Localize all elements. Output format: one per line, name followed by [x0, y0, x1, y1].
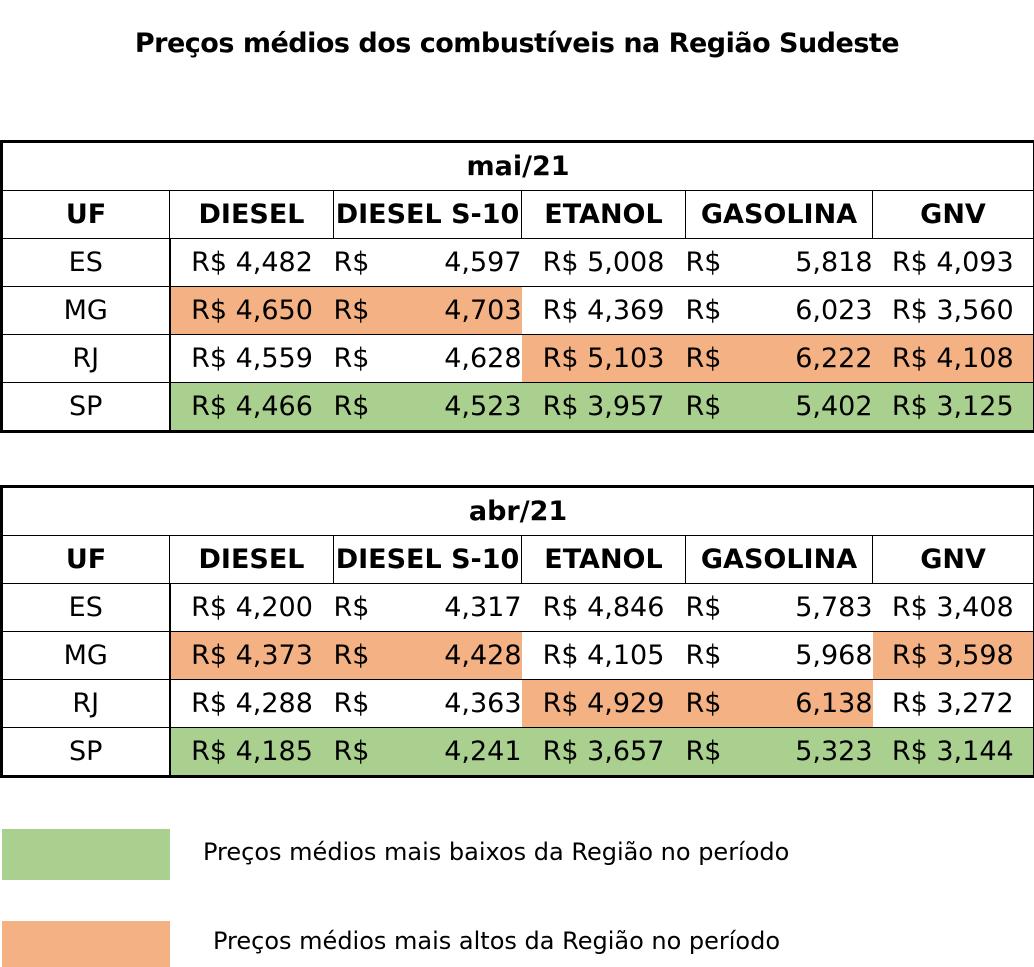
currency-label: R$ — [685, 391, 722, 422]
uf-cell: ES — [2, 584, 170, 632]
uf-cell: SP — [2, 728, 170, 777]
currency-label: R$ — [685, 247, 722, 278]
col-header-diesel-s10: DIESEL S-10 — [334, 191, 522, 239]
price-value: 4,628 — [444, 343, 522, 374]
table-row — [2, 584, 1034, 632]
legend-swatch-low — [2, 829, 170, 880]
diesel-cell: R$ 4,288 — [170, 680, 334, 728]
price-value: 6,138 — [795, 688, 873, 719]
table-row — [2, 383, 1034, 432]
page-title: Preços médios dos combustíveis na Região Sudeste — [134, 28, 900, 59]
price-value: 4,597 — [444, 247, 522, 278]
diesel-cell: R$ 4,185 — [170, 728, 334, 777]
col-header-uf: UF — [2, 536, 170, 584]
price-value: 4,703 — [444, 295, 522, 326]
gasolina-cell — [686, 584, 873, 632]
table-row — [2, 335, 1034, 383]
table-header-row — [2, 191, 1034, 239]
price-value: 5,968 — [795, 640, 873, 671]
col-header-etanol: ETANOL — [522, 191, 686, 239]
price-value: 6,023 — [795, 295, 873, 326]
currency-label: R$ — [333, 736, 370, 767]
currency-label: R$ — [333, 343, 370, 374]
table-row — [2, 680, 1034, 728]
price-value: 5,402 — [795, 391, 873, 422]
gasolina-cell — [686, 680, 873, 728]
price-value: 5,783 — [795, 592, 873, 623]
gnv-cell: R$ 3,408 — [873, 584, 1034, 632]
price-value: 4,428 — [444, 640, 522, 671]
etanol-cell: R$ 4,929 — [522, 680, 686, 728]
diesel-s10-cell — [334, 728, 522, 777]
diesel-s10-cell — [334, 584, 522, 632]
col-header-gasolina: GASOLINA — [686, 191, 873, 239]
gnv-cell: R$ 4,093 — [873, 239, 1034, 287]
gnv-cell: R$ 3,144 — [873, 728, 1034, 777]
table-row — [2, 728, 1034, 777]
col-header-etanol: ETANOL — [522, 536, 686, 584]
table-row — [2, 287, 1034, 335]
gasolina-cell — [686, 287, 873, 335]
diesel-s10-cell — [334, 335, 522, 383]
price-table-abr21 — [0, 485, 1034, 778]
diesel-s10-cell — [334, 632, 522, 680]
period-label: abr/21 — [2, 487, 1034, 536]
price-value: 4,523 — [444, 391, 522, 422]
currency-label: R$ — [685, 592, 722, 623]
table-row — [2, 632, 1034, 680]
currency-label: R$ — [333, 247, 370, 278]
price-value: 4,317 — [444, 592, 522, 623]
currency-label: R$ — [685, 736, 722, 767]
col-header-gnv: GNV — [873, 536, 1034, 584]
etanol-cell: R$ 5,103 — [522, 335, 686, 383]
col-header-gasolina: GASOLINA — [686, 536, 873, 584]
col-header-diesel: DIESEL — [170, 191, 334, 239]
diesel-s10-cell — [334, 383, 522, 432]
uf-cell: RJ — [2, 335, 170, 383]
price-value: 5,818 — [795, 247, 873, 278]
diesel-cell: R$ 4,200 — [170, 584, 334, 632]
currency-label: R$ — [685, 295, 722, 326]
gnv-cell: R$ 3,272 — [873, 680, 1034, 728]
uf-cell: ES — [2, 239, 170, 287]
gnv-cell: R$ 3,598 — [873, 632, 1034, 680]
diesel-cell: R$ 4,650 — [170, 287, 334, 335]
uf-cell: MG — [2, 632, 170, 680]
uf-cell: RJ — [2, 680, 170, 728]
gasolina-cell — [686, 632, 873, 680]
diesel-s10-cell — [334, 239, 522, 287]
currency-label: R$ — [333, 688, 370, 719]
col-header-gnv: GNV — [873, 191, 1034, 239]
gnv-cell: R$ 4,108 — [873, 335, 1034, 383]
price-value: 4,363 — [444, 688, 522, 719]
diesel-cell: R$ 4,466 — [170, 383, 334, 432]
price-value: 6,222 — [795, 343, 873, 374]
col-header-diesel-s10: DIESEL S-10 — [334, 536, 522, 584]
diesel-cell: R$ 4,373 — [170, 632, 334, 680]
etanol-cell: R$ 3,957 — [522, 383, 686, 432]
table-header-row — [2, 536, 1034, 584]
price-table-mai21 — [0, 140, 1034, 433]
diesel-s10-cell — [334, 287, 522, 335]
legend-label-high: Preços médios mais altos da Região no período — [213, 927, 781, 955]
etanol-cell: R$ 3,657 — [522, 728, 686, 777]
etanol-cell: R$ 4,846 — [522, 584, 686, 632]
currency-label: R$ — [685, 688, 722, 719]
gnv-cell: R$ 3,125 — [873, 383, 1034, 432]
col-header-diesel: DIESEL — [170, 536, 334, 584]
currency-label: R$ — [333, 640, 370, 671]
gasolina-cell — [686, 239, 873, 287]
gasolina-cell — [686, 728, 873, 777]
currency-label: R$ — [333, 592, 370, 623]
currency-label: R$ — [685, 640, 722, 671]
uf-cell: SP — [2, 383, 170, 432]
diesel-cell: R$ 4,482 — [170, 239, 334, 287]
price-value: 5,323 — [795, 736, 873, 767]
currency-label: R$ — [333, 295, 370, 326]
gnv-cell: R$ 3,560 — [873, 287, 1034, 335]
currency-label: R$ — [685, 343, 722, 374]
etanol-cell: R$ 4,369 — [522, 287, 686, 335]
gasolina-cell — [686, 383, 873, 432]
legend-label-low: Preços médios mais baixos da Região no período — [203, 838, 790, 866]
diesel-s10-cell — [334, 680, 522, 728]
gasolina-cell — [686, 335, 873, 383]
price-value: 4,241 — [444, 736, 522, 767]
diesel-cell: R$ 4,559 — [170, 335, 334, 383]
col-header-uf: UF — [2, 191, 170, 239]
uf-cell: MG — [2, 287, 170, 335]
period-label: mai/21 — [2, 142, 1034, 191]
etanol-cell: R$ 4,105 — [522, 632, 686, 680]
legend-swatch-high — [2, 921, 170, 967]
etanol-cell: R$ 5,008 — [522, 239, 686, 287]
table-row — [2, 239, 1034, 287]
currency-label: R$ — [333, 391, 370, 422]
